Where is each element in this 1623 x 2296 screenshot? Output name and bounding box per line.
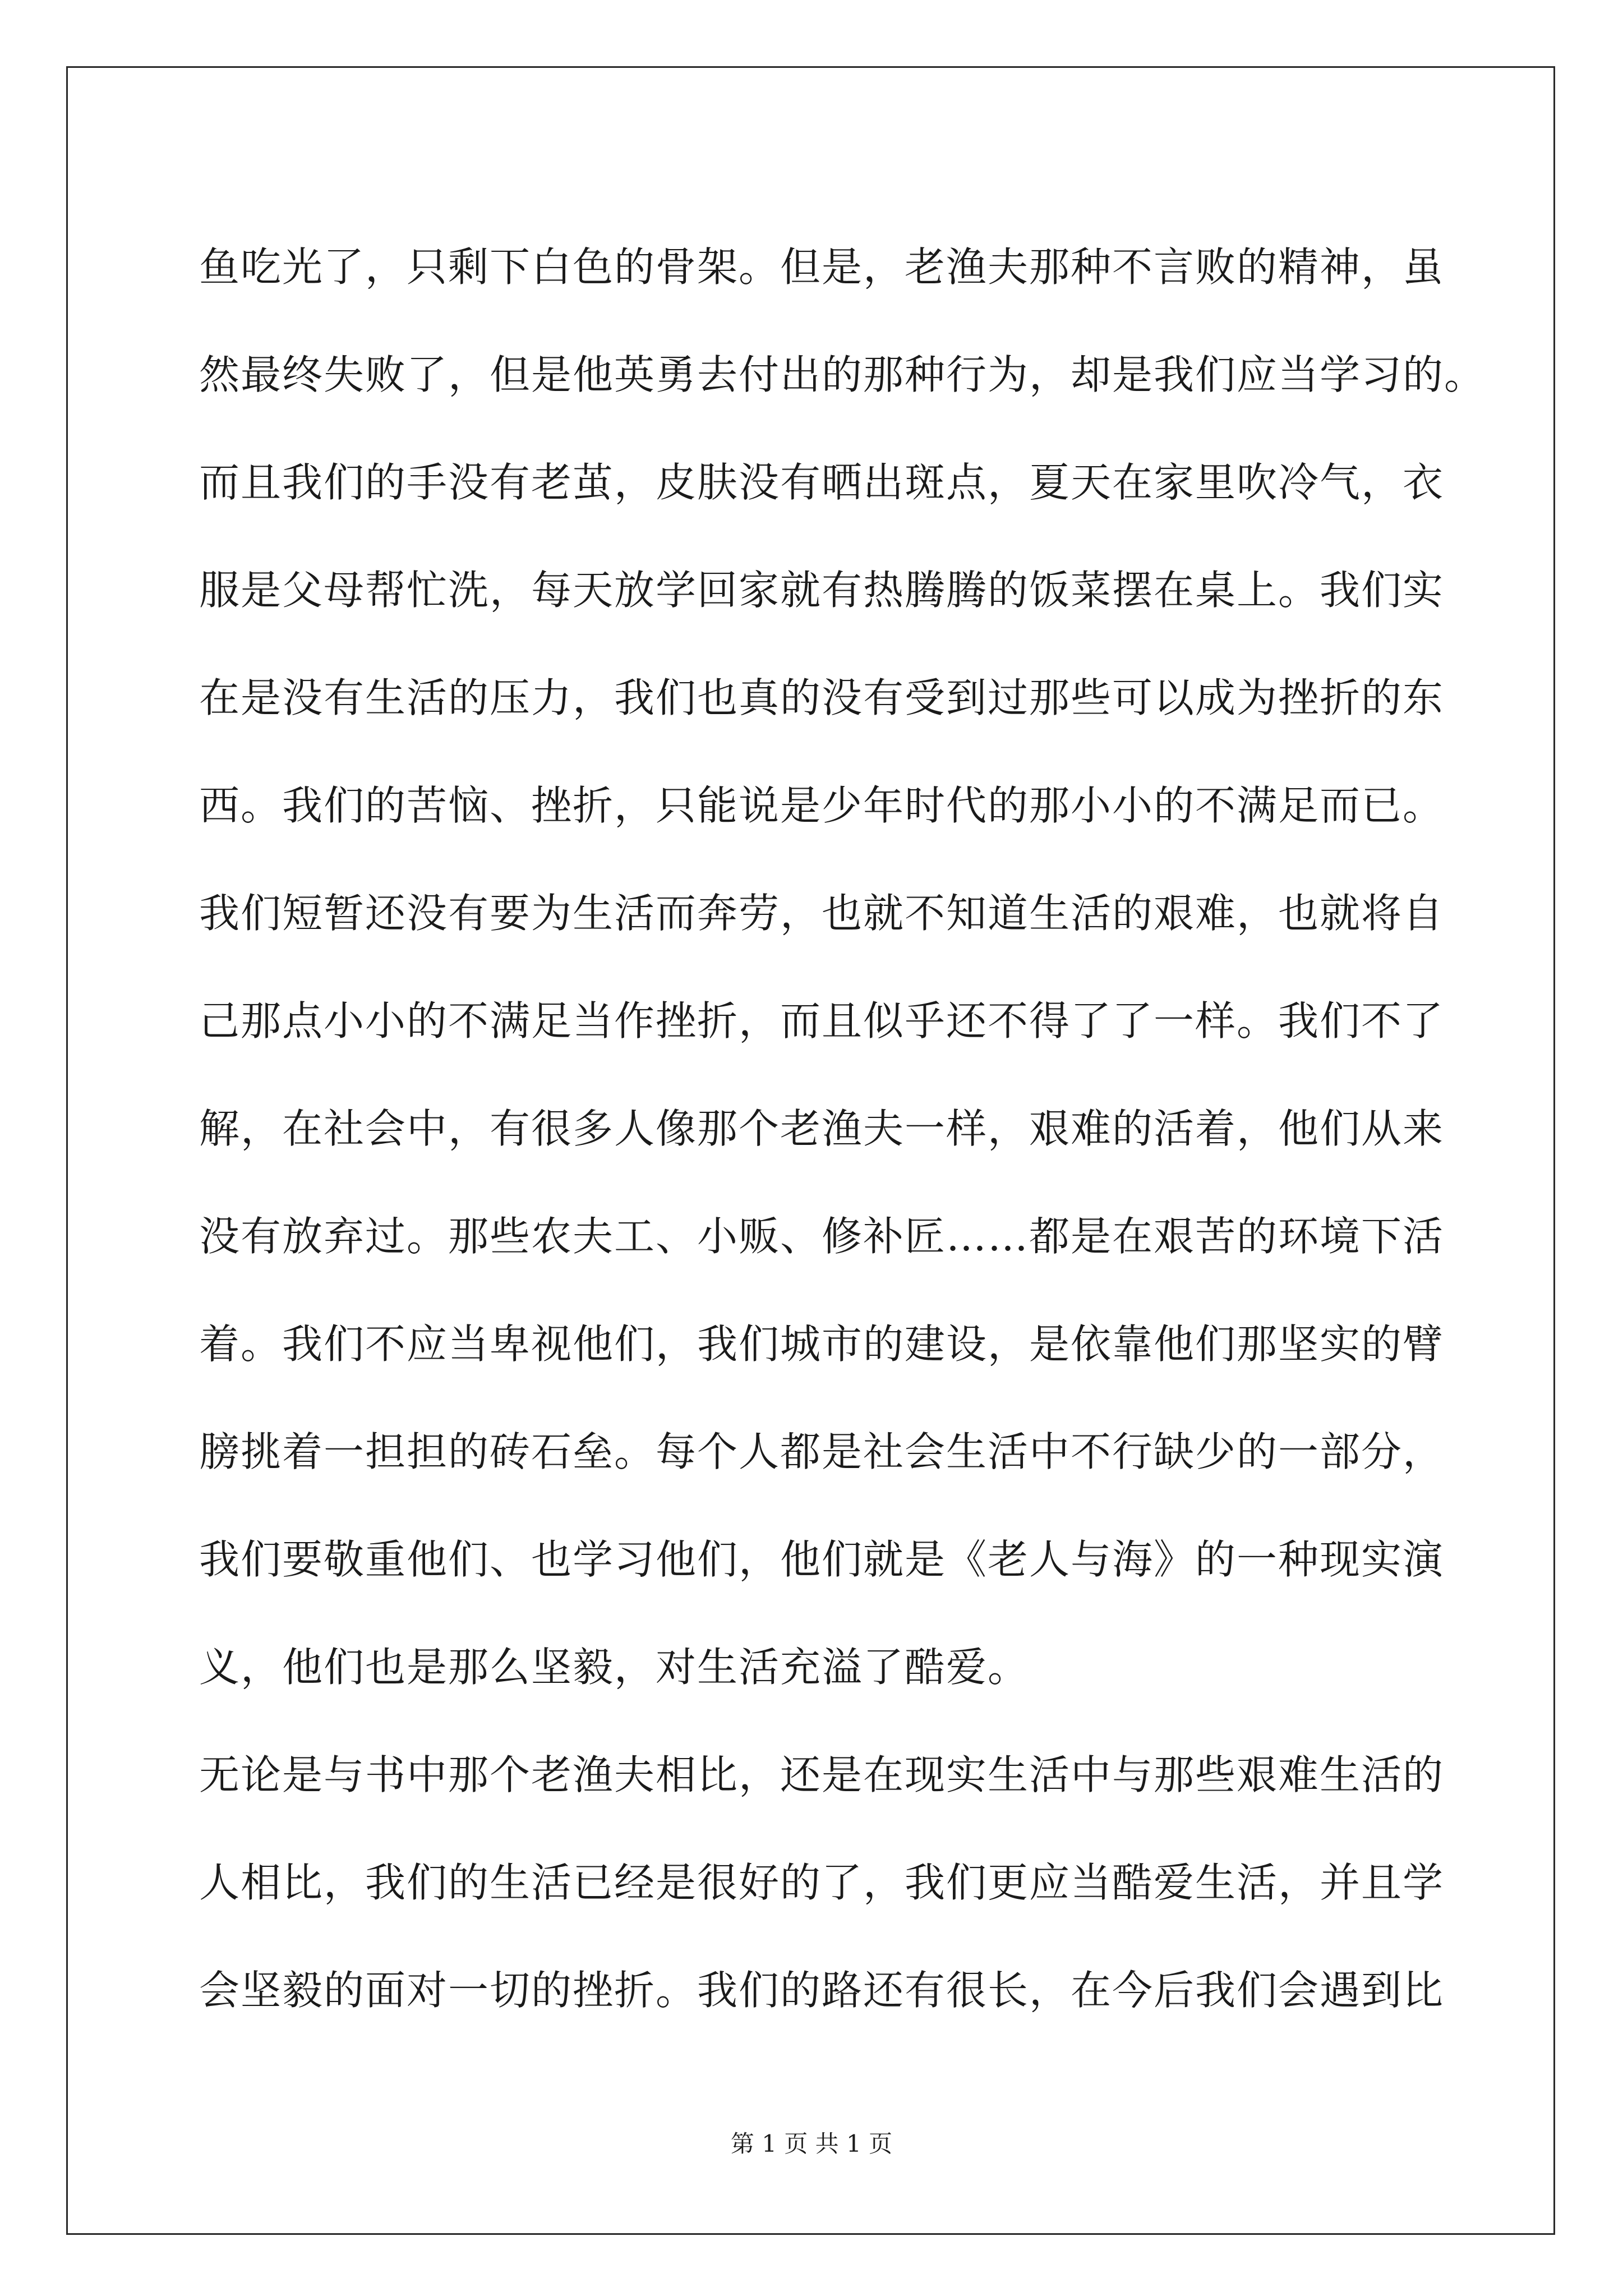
text-line: 西。我们的苦恼、挫折，只能说是少年时代的那小小的不满足而已。 (199, 782, 1445, 829)
text-line: 在是没有生活的压力，我们也真的没有受到过那些可以成为挫折的东 (199, 674, 1445, 721)
text-line: 膀挑着一担担的砖石垒。每个人都是社会生活中不行缺少的一部分， (199, 1428, 1445, 1475)
document-body (199, 213, 1486, 2044)
text-line: 我们要敬重他们、也学习他们，他们就是《老人与海》的一种现实演 (199, 1536, 1445, 1583)
text-line: 着。我们不应当卑视他们，我们城市的建设，是依靠他们那坚实的臂 (199, 1320, 1445, 1368)
page-number-footer: 第 1 页 共 1 页 (730, 2130, 893, 2157)
text-line: 会坚毅的面对一切的挫折。我们的路还有很长，在今后我们会遇到比 (199, 1967, 1445, 2014)
text-line: 而且我们的手没有老茧，皮肤没有晒出斑点，夏天在家里吹冷气，衣 (199, 459, 1445, 506)
text-line: 没有放弃过。那些农夫工、小贩、修补匠……都是在艰苦的环境下活 (199, 1213, 1445, 1260)
text-line: 鱼吃光了，只剩下白色的骨架。但是，老渔夫那种不言败的精神，虽 (199, 243, 1445, 291)
text-line: 解，在社会中，有很多人像那个老渔夫一样，艰难的活着，他们从来 (199, 1105, 1445, 1152)
text-line: 然最终失败了，但是他英勇去付出的那种行为，却是我们应当学习的。 (199, 351, 1486, 398)
text-line: 服是父母帮忙洗，每天放学回家就有热腾腾的饭菜摆在桌上。我们实 (199, 567, 1445, 614)
text-line: 我们短暂还没有要为生活而奔劳，也就不知道生活的艰难，也就将自 (199, 890, 1445, 937)
text-line: 人相比，我们的生活已经是很好的了，我们更应当酷爱生活，并且学 (199, 1859, 1445, 1906)
text-line: 己那点小小的不满足当作挫折，而且似乎还不得了了一样。我们不了 (199, 997, 1445, 1045)
text-line: 义，他们也是那么坚毅，对生活充溢了酷爱。 (199, 1644, 1030, 1691)
text-line: 无论是与书中那个老渔夫相比，还是在现实生活中与那些艰难生活的 (199, 1751, 1445, 1798)
